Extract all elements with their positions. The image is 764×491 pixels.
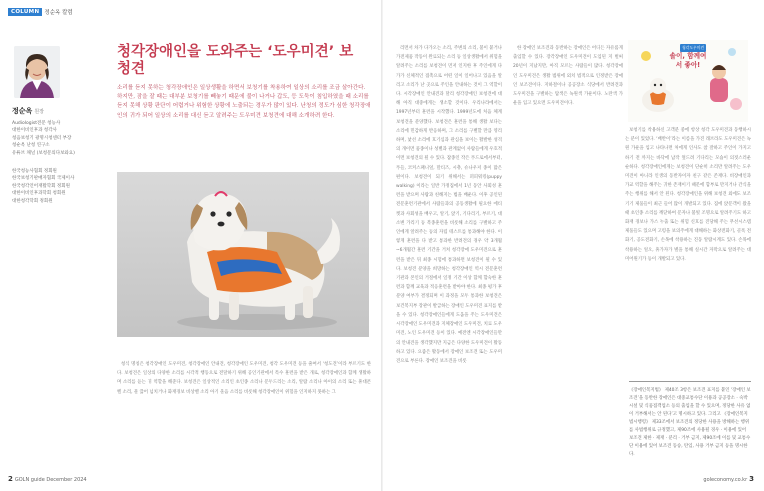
author-bio-secondary	[12, 168, 78, 206]
page-number-right: 3	[749, 475, 754, 483]
footer-left	[8, 475, 87, 483]
book-title: 솔이, 함께여서 좋아!	[669, 52, 707, 69]
column-category: 정순옥 칼럼	[44, 10, 73, 16]
bio-line: 한국보청기판매자협회 국제이사	[12, 176, 75, 182]
footer-right	[703, 475, 754, 483]
page-fold	[381, 0, 383, 491]
article-body-col2: 리면서 차가 다가오는 소리, 주변의 소리, 불이 붙거나 가전제품 작동이 완료되는 소리 등 일상생활에서 위험을 알려주는 소리를 보청견이 먼저 인지한 후 주인에게 다가가 신체적인 접촉으로 어떤 일이 일어나고 있음을 알리고 소리가 난 곳으로 주인을 안내하는 것이 그 역할이다. 시각장애인 안내견과 달리 청각장애인 보청견에 대해 아직 대중에게는 생소할 것이다. 우리나라에서는 1997년부터 훈련을 시작했다. 1999년도에 처음 체계 보청견을 분양했다. 보청견은 훈련을 통해 생활 보다는 소리에 민감하게 반응하며, 그 소리를 구별할 만큼 영리하며, 낯선 소리에 호기심과 관심을 보이는 활발한 성격의 개이면 품종이나 성별과 관계없이 사람들에게 우호적이면 보청견의 될 수 있다. 잡종인 작은 푸드로에서부터, 푸들, 코커스패니얼, 말티즈, 시츄, 슈나우저 종이 많은 편이다. 보청견이 되기 위해서는 퍼피워킹(puppy walking) 이라는 일반 가정집에서 1년 동안 사회성 훈련을 받으며 사람과 친해지는 법을 배운다. 이후 공인된 전문훈련기관에서 사람들과의 공동생활에 필요한 에티켓과 사회성을 배우고, 알기, 앉기, 기다리기, 부르기, 대소변 가리기 등 복종훈련을 비롯해 소리를 구별하고 주인에게 알려주는 등의 자립 테스트를 통과해야 한다. 이렇게 훈련을 다 받고 통과한 반려견의 경우 약 3개월 ~6개월간 훈련 기간을 거쳐 청각장애 도우미견으로 훈련을 받은 뒤 최종 시험에 통과하면 보청견이 될 수 있다. 보청견 분양을 희망하는 청각장애인 역시 전문훈련 기관과 본인의 거절에서 일정 기간 이상 함께 합숙한 훈련과 함께 교육과 적응훈련을 받아야 한다. 최종 평가 후 분양 여부가 결정되며 이 과정을 모두 통과한 보청견은 보건복지부 장관이 발급하는 장애인 도우미견 표지를 받을 수 있다. 청각장애인들에게 도움을 주는 도우미견은 시각장애인 도우미견과 지체장애인 도우미견, 치료 도우미견, 노인 도우미견 등이 있다. 예전엔 시각장애인들만의 안내견을 생각했지만 지금은 다양한 도우미견이 활동하고 있다. 요즘은 활동에서 장애인 보조견 또는 도우미견으로 부른다. 장애인 보조견을 비롯	[396, 46, 502, 364]
note-divider	[629, 381, 751, 382]
bio-line: 한국청각언어재활학회 정회원	[12, 183, 70, 189]
column-tag	[8, 8, 73, 16]
book-cover	[624, 38, 752, 124]
bio-line: 대한이비인후과 청각사	[12, 128, 57, 134]
footer-publication: GOLN guide December 2024	[14, 477, 87, 483]
law-note: 《장애인복지법》 제40조 3항은 보조견 표지를 붙인 ‘장애인 보조견’을 동반한 장애인은 대중교통수단 이용과 공공장소 · 숙박시설 및 식품접객업소 등의 출입을 할 수 있으며, 정당한 사유 없이 거부해서는 안 된다’고 명시하고 있다. 그리고 《장애인복지법시행령》 제33조에서 보조견의 정당한 사용을 방해하는 행위를 사법행위로 규정했고, 제90조에 사용될 경우 · 이용에 있어 보조견 제한 · 제재 · 분리 · 거부 금지, 제90조에 이를 및 교통수단 이용에 있어 보조견 동승, 탄입, 사용 거부 금지 등을 명시한다.	[629, 388, 751, 457]
article-title: 청각장애인을 도와주는 ‘도우미견’ 보청견	[117, 44, 354, 77]
bio-line: 유튜브 채널 (보청문의다보와요)	[12, 150, 75, 156]
article-body-col3: 한 장애인 보조견과 동반하는 장애인은 어디든 자유롭게 출입할 수 있다. 장각장애인 도우미견이 도입된 지 벌써 20년이 지났지만, 아직 모르는 사람들이 많다. 청각장애인 도우미견은 생활 범위에 외치 법적으로 인정받은 장애인 보조견이다. 지하철이나 공공장소 식당에서 반려견과 도우미견을 구별하는 탑색은 녹원색 가운이다. 노란색 가운을 입고 있으면 도우미견이다.	[513, 46, 623, 107]
bio-line: Audiologist전문 청능사	[12, 120, 61, 126]
page-number-left: 2	[8, 475, 13, 483]
article-body-col1: 청식 명칭은 청각장애인 도우미견, 청각장애인 안내견, 청각장애인 도우미견, 청각 도우미견 등을 줄여서 ‘청도견’이라 부르기도 한다. 보청견은 일상의 다양한 소리를 시각적 행동으로 전달하기 위해 공인기관에서 특수 훈련을 받은 개로, 청각장애인과 함께 생활하며 소리를 듣는 귀 역할을 해준다. 보청견은 일상적인 소리인 초인종 소리나 문두드리는 소리, 알람 소리나 아이의 소리 또는 휴대폰 벨 소리, 물 끓어 넘치거나 화재경보 비상벨 소리 아기 울음 소리를 비롯해 청각장애인이 위험을 인지하지 못하는 그	[117, 362, 371, 395]
bio-line: 한국청능사협회 정회원	[12, 168, 57, 174]
bio-line: 청순옥 난청 연구소	[12, 143, 50, 149]
hearing-dog-photo	[117, 172, 369, 337]
footer-url: goleconomy.co.kr	[703, 477, 748, 483]
article-body-col4: 보청기를 착용하신 고객분 중에 항상 청각 도우미견과 동행하시는 분이 있었다. ‘배반이’라는 이름을 가진 래브라도 도우미견은 녹원 가운을 입고 나타나면 처에게 인사도 참 잘하고 주인이 가지고 하기 전 까지는 바닥에 납작 엎드려 기다리는 모습이 의젓스러운 순하다. 청각장애인에게는 보청견이 단순히 소리만 알려주는 도우미견이 아니라 인생의 동반자이자 친구 같은 존재다. 비장애인과 가교 역할을 해주는 귀한 존재이기 때문에 함부로 만지거나 간식을 주는 행위를 해서 안 된다. 청각장애인을 위해 보청견 외에도 보조기기 제품들이 최근 들어 많이 개발되고 있다. 집에 앉문객이 왔을 때 초인종 소리를 깨닫하여 문자나 불빛 조명으로 알려주기도 하고 화재 경보나 가스 누출 또는 위험 신호를 진당해 주는 무선시스템 제품들도 있으며 고령을 보의주에게 대해하는 화상전화기, 골폭 전화기, 공도전화기, 손목에 착용하는 진동 알람시계도 있다. 손목에 착용하는 얼오, 휴가자가 별을 통해 실시간 자막으로 알려주는 대미어원기가 등이 개발되고 있다.	[625, 128, 751, 262]
author-name: 정순옥 원장	[12, 107, 44, 115]
bio-line: 대한이비인후과학회 청회원	[12, 191, 66, 197]
column-badge: COLUMN	[8, 8, 42, 16]
bio-line: 대한청각학회 정회원	[12, 198, 53, 204]
author-sidebar	[12, 46, 78, 206]
author-bio-primary	[12, 120, 78, 158]
author-portrait	[14, 46, 60, 98]
book-badge: 청각도우미견	[682, 45, 705, 50]
article-lead: 소리를 듣지 못하는 청각장애인은 일상생활을 하면서 보청기를 착용하여 일상의 소리를 조금 살아간다. 하지만, 잠을 잘 때는 대부분 보청기를 빼놓기 때문에 불이 나거나 갑도, 등 도둑이 침입하였을 때 소리를 듣지 못해 상황 판단이 어렵거나 위험한 상황에 노출되는 경우가 많이 있다. 난청의 정도가 심한 청각장애인의 귀가 되어 일상의 소리를 대신 듣고 알려주는 도우미견 보청견에 대해 소개하려 한다.	[117, 85, 371, 119]
bio-line: 청음보청기 광명시청센터 부장	[12, 135, 72, 141]
